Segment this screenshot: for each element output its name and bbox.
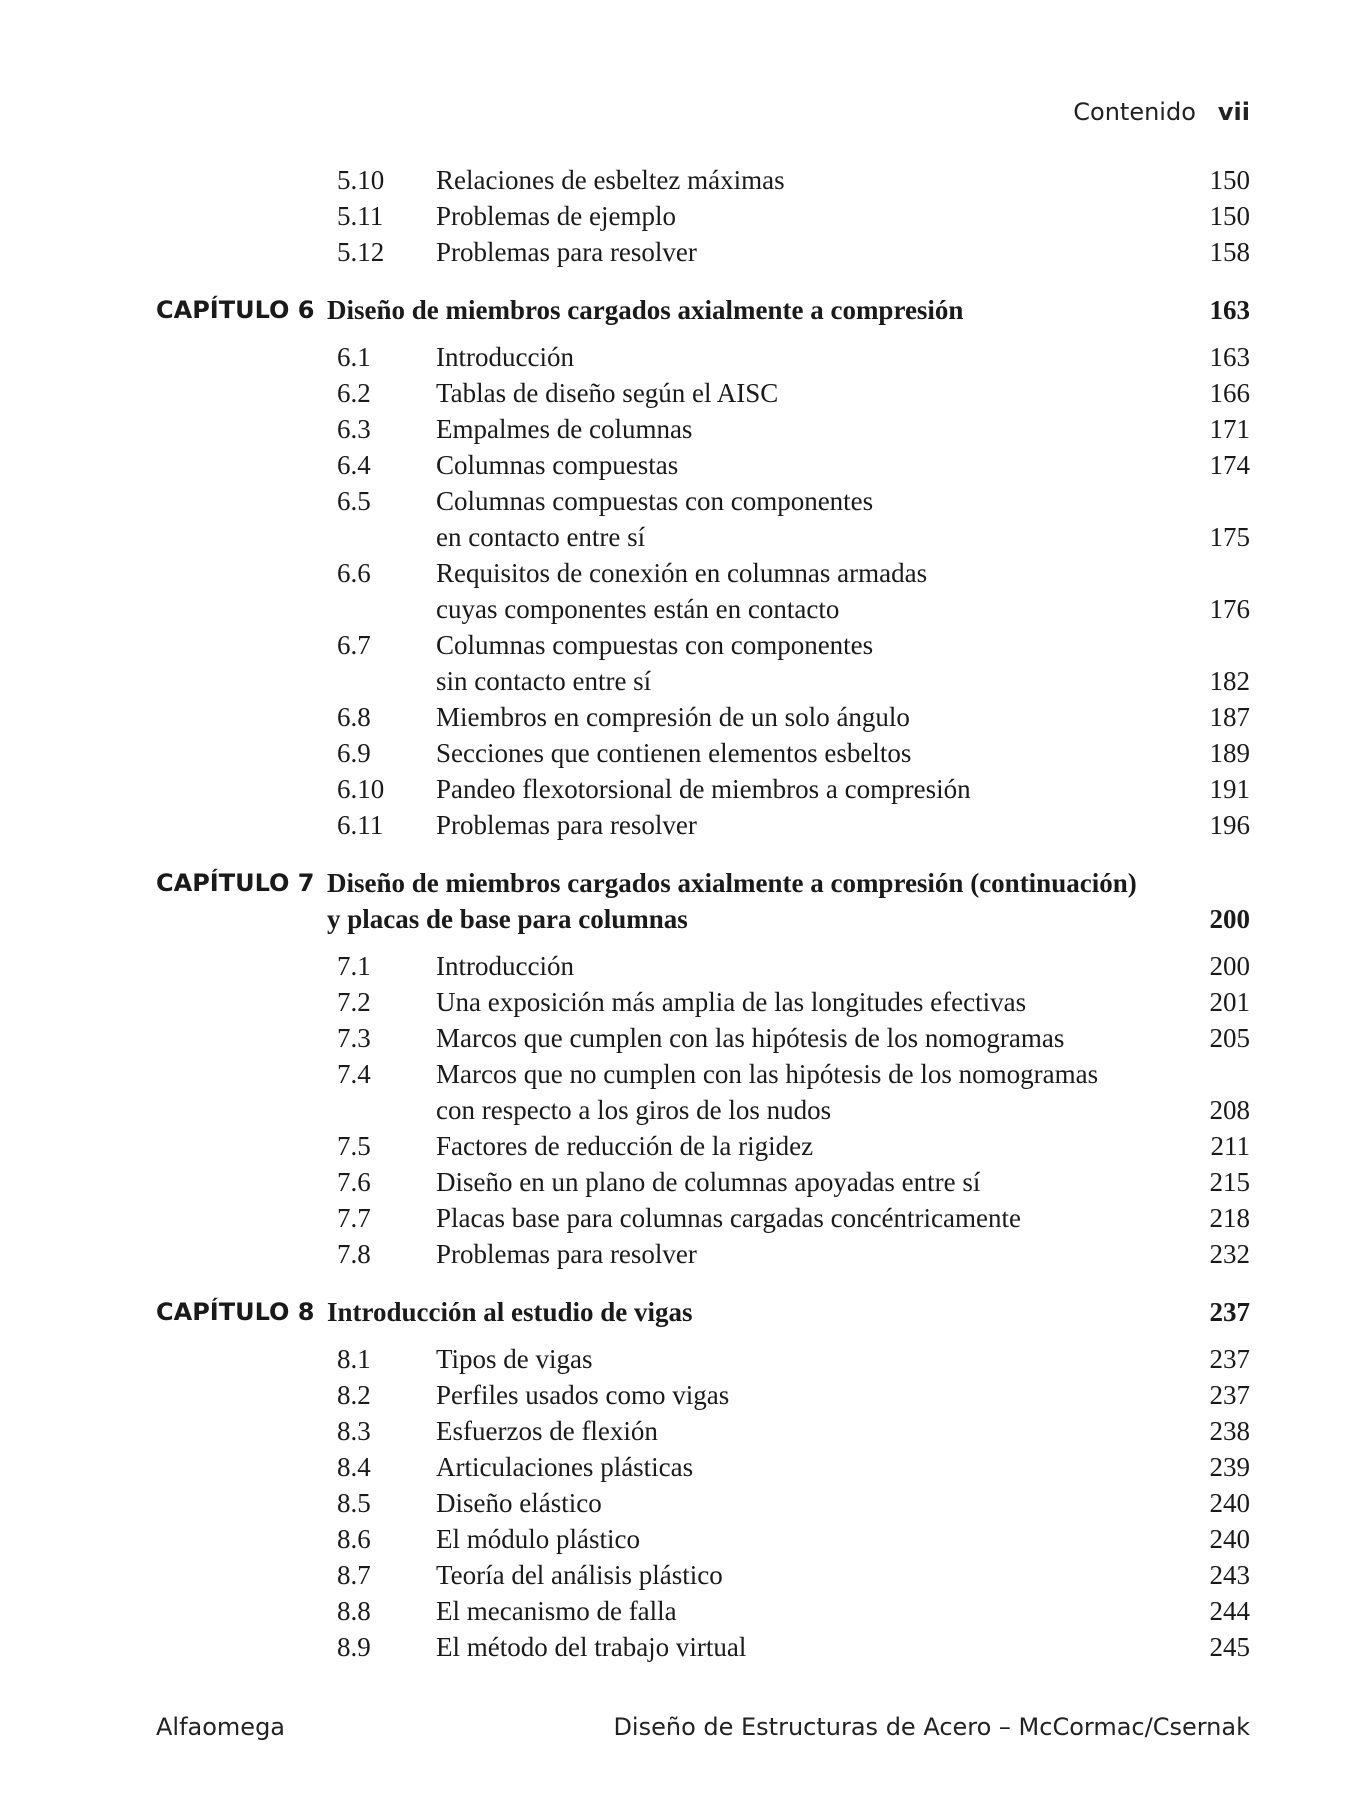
section-number: 7.4 bbox=[337, 1059, 371, 1089]
section-title: Secciones que contienen elementos esbeltos bbox=[436, 738, 912, 768]
section-number: 7.2 bbox=[337, 987, 371, 1017]
section-page-number: 196 bbox=[1209, 810, 1250, 840]
footer-book-title: Diseño de Estructuras de Acero – McCormac/Csernak bbox=[613, 1713, 1250, 1741]
toc-entry[interactable] bbox=[0, 198, 1351, 234]
section-title: Columnas compuestas bbox=[436, 450, 679, 480]
section-number: 6.11 bbox=[337, 810, 384, 840]
toc-entry[interactable] bbox=[0, 1020, 1351, 1056]
toc-entry[interactable] bbox=[0, 234, 1351, 270]
section-page-number: 175 bbox=[1209, 522, 1250, 552]
section-number: 6.1 bbox=[337, 342, 371, 372]
chapter-label: CAPÍTULO 8 bbox=[156, 1298, 315, 1326]
section-title: Problemas para resolver bbox=[436, 810, 697, 840]
section-title: Marcos que no cumplen con las hipótesis de los nomogramas con respecto a los giros de los nudos bbox=[436, 1059, 1099, 1125]
toc-entry[interactable] bbox=[0, 1593, 1351, 1629]
section-page-number: 237 bbox=[1209, 1380, 1250, 1410]
toc-entry[interactable] bbox=[0, 1164, 1351, 1200]
toc-entry[interactable] bbox=[0, 447, 1351, 483]
section-page-number: 201 bbox=[1209, 987, 1250, 1017]
toc-entry[interactable] bbox=[0, 1341, 1351, 1377]
section-number: 6.10 bbox=[337, 774, 385, 804]
section-page-number: 232 bbox=[1209, 1239, 1250, 1269]
section-page-number: 176 bbox=[1209, 594, 1250, 624]
section-title: El mecanismo de falla bbox=[436, 1596, 677, 1626]
section-number: 8.2 bbox=[337, 1380, 371, 1410]
section-page-number: 245 bbox=[1209, 1632, 1250, 1662]
chapter-title: Introducción al estudio de vigas bbox=[327, 1297, 693, 1327]
chapter-title: Diseño de miembros cargados axialmente a compresión (continuación) y placas de base para columnas bbox=[327, 868, 1137, 934]
section-number: 7.7 bbox=[337, 1203, 371, 1233]
section-title: Tablas de diseño según el AISC bbox=[436, 378, 779, 408]
toc-entry[interactable] bbox=[0, 771, 1351, 807]
section-number: 8.1 bbox=[337, 1344, 371, 1374]
section-title: Esfuerzos de flexión bbox=[436, 1416, 658, 1446]
toc-chapter-heading[interactable] bbox=[0, 286, 1351, 335]
section-page-number: 200 bbox=[1209, 951, 1250, 981]
toc-entry[interactable] bbox=[0, 555, 1351, 627]
toc-entry[interactable] bbox=[0, 735, 1351, 771]
section-title: Perfiles usados como vigas bbox=[436, 1380, 730, 1410]
section-title: Problemas para resolver bbox=[436, 1239, 697, 1269]
toc-entry[interactable] bbox=[0, 483, 1351, 555]
section-page-number: 171 bbox=[1209, 414, 1250, 444]
chapter-page-number: 200 bbox=[1209, 904, 1250, 934]
section-page-number: 215 bbox=[1209, 1167, 1250, 1197]
section-title: Columnas compuestas con componentes en contacto entre sí bbox=[436, 486, 874, 552]
section-page-number: 240 bbox=[1209, 1488, 1250, 1518]
section-number: 7.3 bbox=[337, 1023, 371, 1053]
section-title: Tipos de vigas bbox=[436, 1344, 593, 1374]
section-number: 8.8 bbox=[337, 1596, 371, 1626]
section-page-number: 218 bbox=[1209, 1203, 1250, 1233]
toc-entry[interactable] bbox=[0, 984, 1351, 1020]
section-number: 8.3 bbox=[337, 1416, 371, 1446]
section-number: 5.11 bbox=[337, 201, 384, 231]
section-number: 6.8 bbox=[337, 702, 371, 732]
section-title: Problemas para resolver bbox=[436, 237, 697, 267]
section-page-number: 187 bbox=[1209, 702, 1250, 732]
section-page-number: 205 bbox=[1209, 1023, 1250, 1053]
chapter-label: CAPÍTULO 7 bbox=[156, 869, 315, 897]
section-number: 8.7 bbox=[337, 1560, 371, 1590]
section-page-number: 238 bbox=[1209, 1416, 1250, 1446]
header-section: Contenido bbox=[1073, 98, 1196, 126]
section-page-number: 191 bbox=[1209, 774, 1250, 804]
section-page-number: 208 bbox=[1209, 1095, 1250, 1125]
section-page-number: 150 bbox=[1209, 201, 1250, 231]
toc-entry[interactable] bbox=[0, 1449, 1351, 1485]
section-number: 7.1 bbox=[337, 951, 371, 981]
section-number: 7.5 bbox=[337, 1131, 371, 1161]
section-page-number: 158 bbox=[1209, 237, 1250, 267]
header-page-number: vii bbox=[1217, 98, 1250, 126]
section-title: Introducción bbox=[436, 951, 574, 981]
toc-entry[interactable] bbox=[0, 1629, 1351, 1665]
toc-entry[interactable] bbox=[0, 1413, 1351, 1449]
section-title: Problemas de ejemplo bbox=[436, 201, 676, 231]
chapter-label: CAPÍTULO 6 bbox=[156, 296, 315, 324]
section-title: Una exposición más amplia de las longitudes efectivas bbox=[436, 987, 1027, 1017]
section-title: El módulo plástico bbox=[436, 1524, 640, 1554]
toc-entry[interactable] bbox=[0, 1377, 1351, 1413]
toc-entry[interactable] bbox=[0, 807, 1351, 843]
toc-chapter-heading[interactable] bbox=[0, 859, 1351, 944]
section-page-number: 163 bbox=[1209, 342, 1250, 372]
section-number: 8.4 bbox=[337, 1452, 371, 1482]
section-page-number: 239 bbox=[1209, 1452, 1250, 1482]
footer-publisher: Alfaomega bbox=[156, 1713, 286, 1741]
section-title: Requisitos de conexión en columnas armadas cuyas componentes están en contacto bbox=[436, 558, 928, 624]
toc-chapter-heading[interactable] bbox=[0, 1288, 1351, 1337]
table-of-contents bbox=[0, 162, 1351, 1665]
section-title: Factores de reducción de la rigidez bbox=[436, 1131, 814, 1161]
section-page-number: 243 bbox=[1209, 1560, 1250, 1590]
toc-entry[interactable] bbox=[0, 162, 1351, 198]
section-number: 5.10 bbox=[337, 165, 385, 195]
section-page-number: 174 bbox=[1209, 450, 1250, 480]
section-title: Empalmes de columnas bbox=[436, 414, 693, 444]
section-title: Diseño elástico bbox=[436, 1488, 602, 1518]
section-title: Teoría del análisis plástico bbox=[436, 1560, 723, 1590]
toc-entry[interactable] bbox=[0, 627, 1351, 699]
section-page-number: 240 bbox=[1209, 1524, 1250, 1554]
section-page-number: 244 bbox=[1209, 1596, 1250, 1626]
chapter-page-number: 237 bbox=[1209, 1297, 1250, 1327]
section-number: 6.5 bbox=[337, 486, 371, 516]
section-number: 8.6 bbox=[337, 1524, 371, 1554]
toc-entry[interactable] bbox=[0, 1128, 1351, 1164]
section-title: Placas base para columnas cargadas concéntricamente bbox=[436, 1203, 1021, 1233]
section-number: 6.7 bbox=[337, 630, 371, 660]
section-title: Miembros en compresión de un solo ángulo bbox=[436, 702, 910, 732]
section-number: 6.2 bbox=[337, 378, 371, 408]
toc-entry[interactable] bbox=[0, 1485, 1351, 1521]
toc-entry[interactable] bbox=[0, 1521, 1351, 1557]
section-number: 6.6 bbox=[337, 558, 371, 588]
section-number: 8.9 bbox=[337, 1632, 371, 1662]
section-page-number: 166 bbox=[1209, 378, 1250, 408]
section-title: Columnas compuestas con componentes sin contacto entre sí bbox=[436, 630, 874, 696]
toc-entry[interactable] bbox=[0, 411, 1351, 447]
toc-entry[interactable] bbox=[0, 948, 1351, 984]
section-number: 6.3 bbox=[337, 414, 371, 444]
toc-entry[interactable] bbox=[0, 1557, 1351, 1593]
section-title: Introducción bbox=[436, 342, 574, 372]
toc-entry[interactable] bbox=[0, 375, 1351, 411]
section-number: 8.5 bbox=[337, 1488, 371, 1518]
section-number: 7.6 bbox=[337, 1167, 371, 1197]
section-title: Articulaciones plásticas bbox=[436, 1452, 694, 1482]
toc-entry[interactable] bbox=[0, 1236, 1351, 1272]
toc-entry[interactable] bbox=[0, 339, 1351, 375]
section-number: 6.4 bbox=[337, 450, 371, 480]
section-number: 6.9 bbox=[337, 738, 371, 768]
section-number: 5.12 bbox=[337, 237, 385, 267]
toc-entry[interactable] bbox=[0, 699, 1351, 735]
section-page-number: 182 bbox=[1209, 666, 1250, 696]
chapter-title: Diseño de miembros cargados axialmente a compresión bbox=[327, 295, 964, 325]
toc-entry[interactable] bbox=[0, 1200, 1351, 1236]
section-title: Pandeo flexotorsional de miembros a compresión bbox=[436, 774, 971, 804]
section-title: Marcos que cumplen con las hipótesis de los nomogramas bbox=[436, 1023, 1065, 1053]
section-title: Relaciones de esbeltez máximas bbox=[436, 165, 785, 195]
section-page-number: 189 bbox=[1209, 738, 1250, 768]
section-page-number: 150 bbox=[1209, 165, 1250, 195]
chapter-page-number: 163 bbox=[1209, 295, 1250, 325]
section-page-number: 237 bbox=[1209, 1344, 1250, 1374]
running-header bbox=[1073, 98, 1250, 126]
section-number: 7.8 bbox=[337, 1239, 371, 1269]
toc-entry[interactable] bbox=[0, 1056, 1351, 1128]
section-title: El método del trabajo virtual bbox=[436, 1632, 747, 1662]
section-page-number: 211 bbox=[1210, 1131, 1250, 1161]
section-title: Diseño en un plano de columnas apoyadas entre sí bbox=[436, 1167, 981, 1197]
